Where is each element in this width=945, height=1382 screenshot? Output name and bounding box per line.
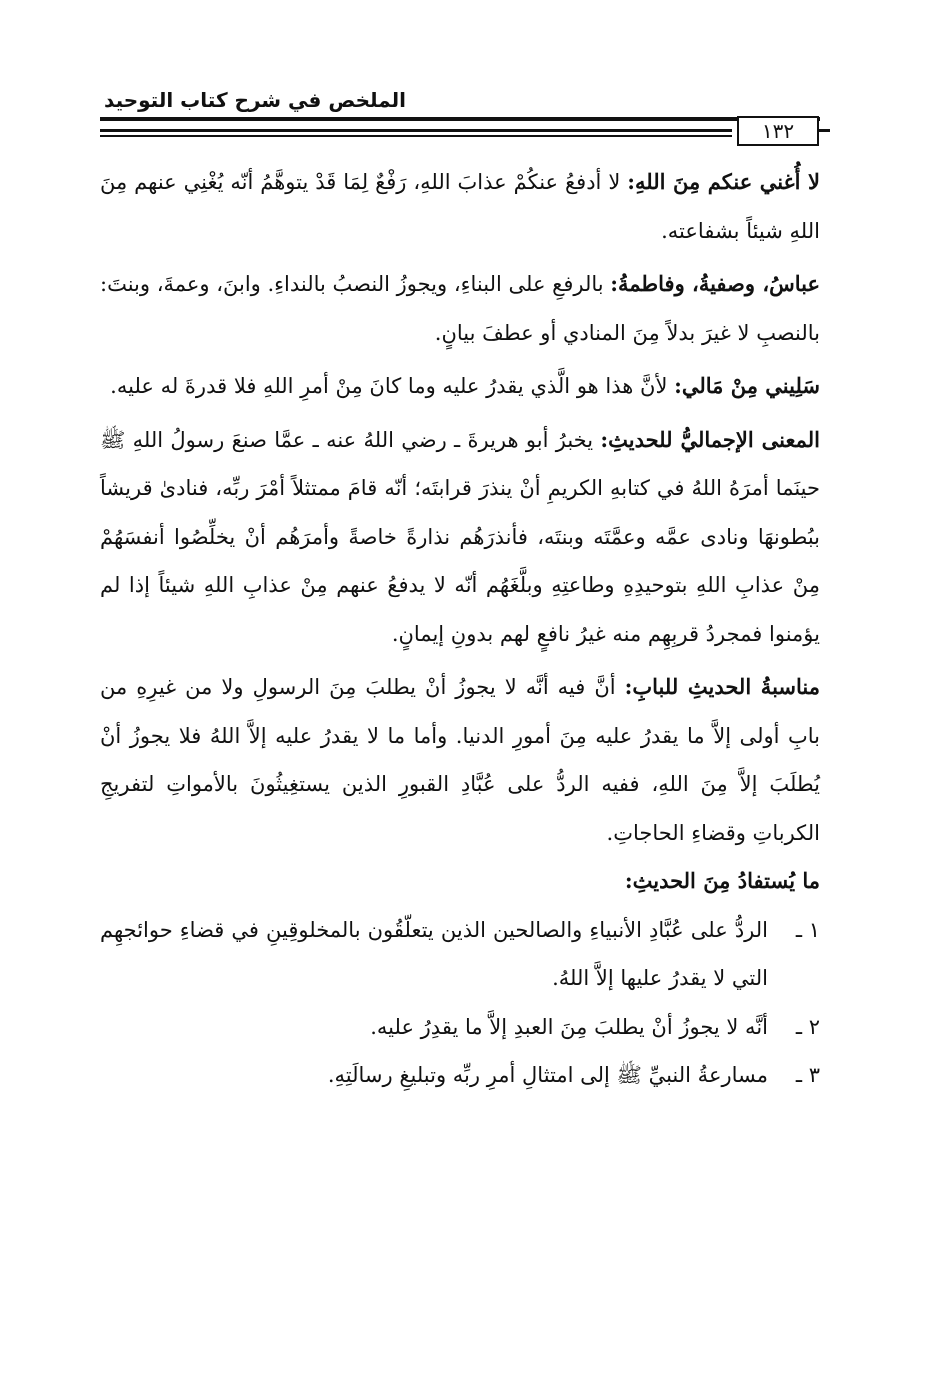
page-number: ١٣٢	[737, 116, 819, 146]
benefits-heading: ما يُستفادُ مِنَ الحديثِ:	[624, 868, 820, 893]
paragraph-text: بالرفعِ على البناءِ، ويجوزُ النصبُ بالنداءِ. وابنَ، وعمةَ، وبنتَ: بالنصبِ لا غيرَ بدلاً مِنَ المنادي أو عطفَ بيانٍ.	[100, 272, 820, 345]
list-item	[100, 1003, 820, 1052]
paragraph-term: سَلِيني مِنْ مَالي:	[674, 373, 820, 398]
list-item-number: ٣ ـ	[795, 1063, 820, 1087]
header-rule	[100, 115, 820, 141]
paragraph-text: لا أدفعُ عنكُمْ عذابَ اللهِ، رَفْعٌ لِمَا قَدْ يتوهَّمُ أنّه يُغْنِي عنهم مِنَ اللهِ شيئاً بشفاعته.	[100, 170, 820, 243]
page-body	[100, 158, 820, 1100]
paragraph-term: لا أُغني عنكم مِنَ اللهِ:	[627, 169, 820, 194]
paragraph	[100, 362, 820, 411]
list-item-number: ١ ـ	[795, 917, 820, 942]
paragraph-text: لأنَّ هذا هو الَّذي يقدرُ عليه وما كانَ مِنْ أمرِ اللهِ فلا قدرةَ له عليه.	[110, 374, 675, 398]
header-rule-top-line	[100, 117, 820, 121]
list-item	[100, 1051, 820, 1100]
list-item-text: مسارعةُ النبيِّ ﷺ إلى امتثالِ أمرِ ربِّه وتبليغِ رسالَتِهِ.	[327, 1063, 768, 1087]
list-item-text: أنَّه لا يجوزُ أنْ يطلبَ مِنَ العبدِ إلاَّ ما يقدِرُ عليه.	[370, 1014, 768, 1039]
paragraph-text: أنَّ فيه أنَّه لا يجوزُ أنْ يطلبَ مِنَ الرسولِ ولا من غيرِهِ من بابِ أولى إلاَّ ما يقدرُ عليه مِنَ أمورِ الدنيا. وأما ما لا يقدرُ عليه إلاَّ اللهُ فلا يجوزُ أنْ يُطلَبَ إلاَّ مِنَ اللهِ، ففيه الردُّ على عُبَّادِ القبورِ الذين يستغِيثُونَ بالأمواتِ لتفريجِ الكرباتِ وقضاءِ الحاجاتِ.	[100, 675, 820, 845]
header-rule-bottom-line	[100, 135, 732, 137]
paragraph-term: عباسُ، وصفيةُ، وفاطمةُ:	[610, 271, 821, 296]
paragraph	[100, 158, 820, 255]
paragraph	[100, 260, 820, 357]
list-item	[100, 906, 820, 1003]
benefits-list	[100, 906, 820, 1100]
list-item-number: ٢ ـ	[795, 1014, 820, 1039]
list-item-text: الردُّ على عُبَّادِ الأنبياءِ والصالحين الذين يتعلّقُون بالمخلوقِينِ في قضاءِ حوائجهِم التي لا يقدرُ عليها إلاَّ اللهُ.	[100, 917, 768, 990]
paragraph	[100, 663, 820, 857]
paragraph	[100, 416, 820, 659]
paragraph-term: مناسبةُ الحديثِ للبابِ:	[624, 674, 820, 699]
paragraph-text: يخبرُ أبو هريرةَ ـ رضي اللهُ عنه ـ عمَّا صنعَ رسولُ اللهِ ﷺ حينَما أمرَهُ اللهُ في كتابهِ الكريمِ أنْ ينذرَ قرابتَه؛ أنّه قامَ ممتثلاً أمْرَ ربِّه، فنادىٰ قريشاً ببُطونهَا ونادى عمَّه وعمَّتَه وبنتَه، فأنذرَهُم نذارةً خاصةً وأمرَهُم أنْ يخلِّصُوا أنفسَهُمْ مِنْ عذابِ اللهِ بتوحيدِهِ وطاعتِهِ وبلَّغَهُم أنّه لا يدفعُ عنهم مِنْ عذابِ اللهِ شيئاً إذا لم يؤمنوا فمجردُ قربِهِم منه غيرُ نافعٍ لهم بدونِ إيمانٍ.	[100, 427, 820, 646]
header-rule-middle-line	[100, 129, 732, 132]
running-header-title: الملخص في شرح كتاب التوحيد	[104, 88, 406, 112]
paragraph-term: المعنى الإجماليُّ للحديثِ:	[600, 426, 820, 452]
